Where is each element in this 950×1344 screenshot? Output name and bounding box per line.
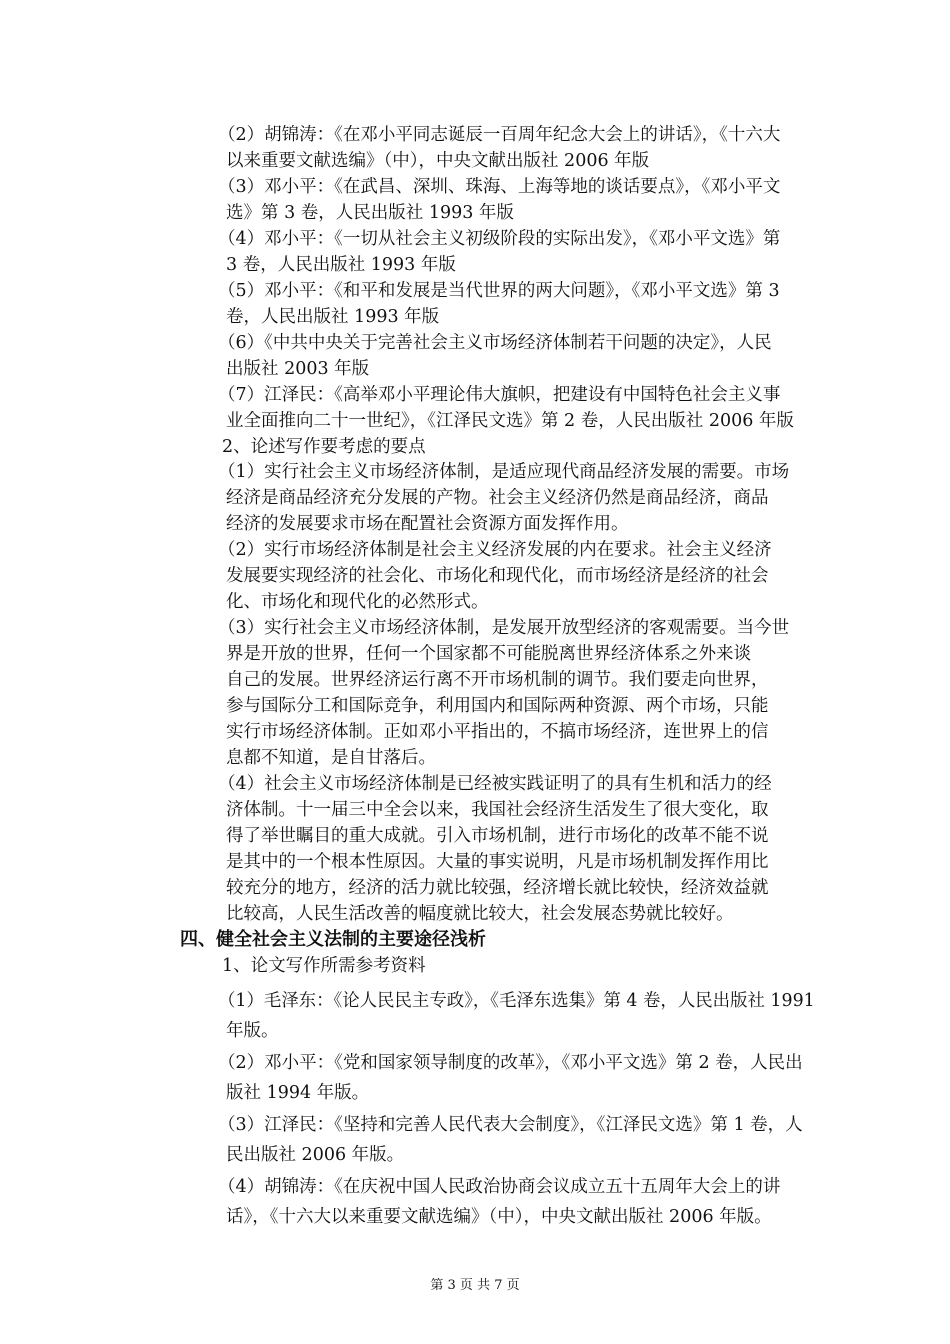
text-line: （7）江泽民：《高举邓小平理论伟大旗帜，把建设有中国特色社会主义事: [218, 385, 781, 405]
text-line: （2）胡锦涛：《在邓小平同志诞辰一百周年纪念大会上的讲话》，《十六大: [218, 125, 781, 145]
text-line: 界是开放的世界，任何一个国家都不可能脱离世界经济体系之外来谈: [226, 644, 751, 664]
text-line: 3 卷，人民出版社 1993 年版: [226, 255, 456, 275]
text-line: 得了举世瞩目的重大成就。引入市场机制，进行市场化的改革不能不说: [226, 826, 769, 846]
text-line: 自己的发展。世界经济运行离不开市场机制的调节。我们要走向世界，: [226, 670, 769, 690]
text-line: 化、市场化和现代化的必然形式。: [226, 592, 489, 612]
text-line: 实行市场经济体制。正如邓小平指出的，不搞市场经济，连世界上的信: [226, 722, 769, 742]
text-line: 较充分的地方，经济的活力就比较强，经济增长就比较快，经济效益就: [226, 878, 769, 898]
text-line: （1）毛泽东：《论人民民主专政》，《毛泽东选集》第 4 卷，人民出版社 1991: [218, 991, 815, 1011]
text-line: 经济的发展要求市场在配置社会资源方面发挥作用。: [226, 514, 629, 534]
text-line: （6）《中共中央关于完善社会主义市场经济体制若干问题的决定》，人民: [218, 333, 772, 353]
text-line: 话》，《十六大以来重要文献选编》（中），中央文献出版社 2006 年版。: [226, 1207, 772, 1227]
text-line: （2）实行市场经济体制是社会主义经济发展的内在要求。社会主义经济: [218, 540, 772, 560]
section-heading: 四、健全社会主义法制的主要途径浅析: [180, 929, 486, 950]
text-line: 发展要实现经济的社会化、市场化和现代化，而市场经济是经济的社会: [226, 566, 769, 586]
text-line: 民出版社 2006 年版。: [226, 1145, 405, 1165]
text-line: 出版社 2003 年版: [226, 359, 370, 379]
text-line: 比较高，人民生活改善的幅度就比较大，社会发展态势就比较好。: [226, 904, 734, 924]
text-line: 参与国际分工和国际竞争，利用国内和国际两种资源、两个市场，只能: [226, 696, 769, 716]
text-line: 济体制。十一届三中全会以来，我国社会经济生活发生了很大变化，取: [226, 800, 769, 820]
text-line: （3）江泽民：《坚持和完善人民代表大会制度》，《江泽民文选》第 1 卷，人: [218, 1115, 803, 1135]
subheading: 1、论文写作所需参考资料: [222, 956, 426, 976]
text-line: 业全面推向二十一世纪》，《江泽民文选》第 2 卷，人民出版社 2006 年版: [226, 411, 794, 431]
page-footer: 第 3 页 共 7 页: [430, 1278, 520, 1293]
text-line: 息都不知道，是自甘落后。: [226, 748, 436, 768]
text-line: （5）邓小平：《和平和发展是当代世界的两大问题》，《邓小平文选》第 3: [218, 281, 780, 301]
text-line: 经济是商品经济充分发展的产物。社会主义经济仍然是商品经济，商品: [226, 488, 769, 508]
text-line: （4）胡锦涛：《在庆祝中国人民政治协商会议成立五十五周年大会上的讲: [218, 1177, 781, 1197]
text-line: （4）邓小平：《一切从社会主义初级阶段的实际出发》，《邓小平文选》第: [218, 229, 781, 249]
text-line: 是其中的一个根本性原因。大量的事实说明，凡是市场机制发挥作用比: [226, 852, 769, 872]
text-line: 选》第 3 卷，人民出版社 1993 年版: [226, 203, 514, 223]
text-line: 版社 1994 年版。: [226, 1083, 370, 1103]
text-line: 卷，人民出版社 1993 年版: [226, 307, 440, 327]
text-line: （3）邓小平：《在武昌、深圳、珠海、上海等地的谈话要点》，《邓小平文: [218, 177, 781, 197]
text-line: （2）邓小平：《党和国家领导制度的改革》，《邓小平文选》第 2 卷，人民出: [218, 1053, 803, 1073]
text-line: （4）社会主义市场经济体制是已经被实践证明了的具有生机和活力的经: [218, 774, 772, 794]
text-line: 以来重要文献选编》（中），中央文献出版社 2006 年版: [226, 151, 650, 171]
subheading: 2、论述写作要考虑的要点: [222, 437, 426, 457]
text-line: （1）实行社会主义市场经济体制，是适应现代商品经济发展的需要。市场: [218, 462, 790, 482]
text-line: （3）实行社会主义市场经济体制，是发展开放型经济的客观需要。当今世: [218, 618, 790, 638]
text-line: 年版。: [226, 1021, 279, 1041]
